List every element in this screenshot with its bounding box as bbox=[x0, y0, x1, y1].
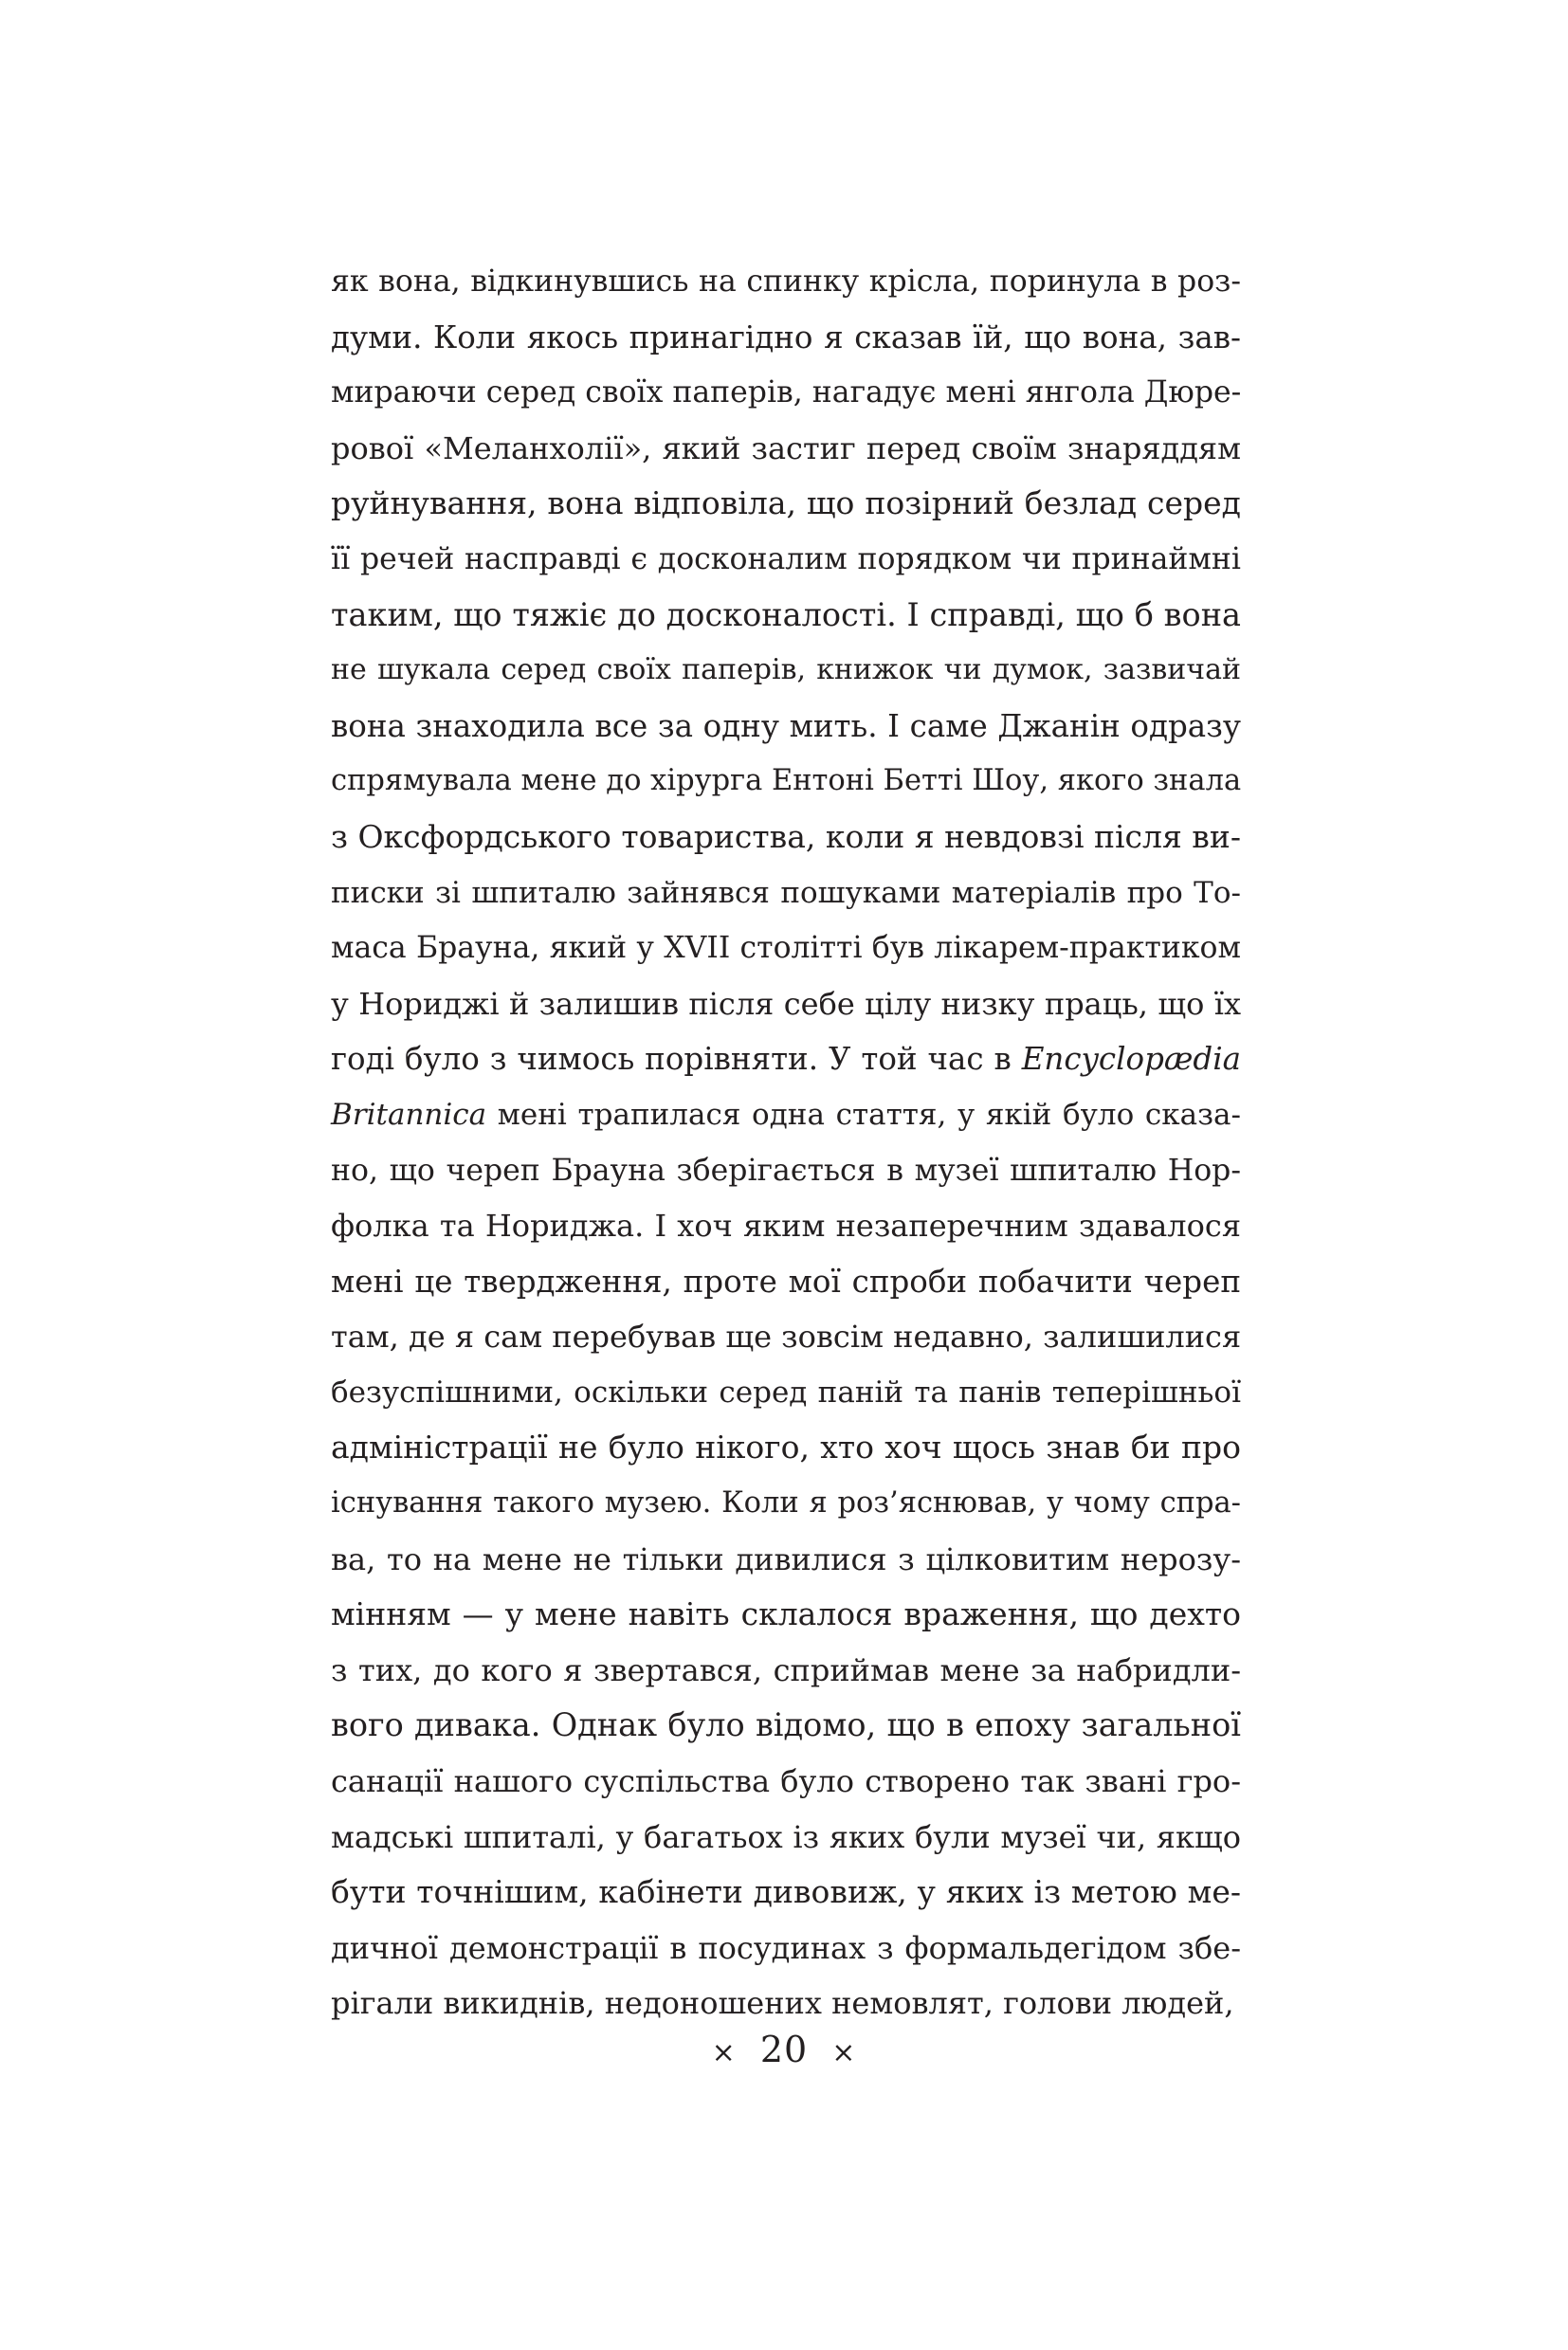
line-text: мінням — у мене навіть склалося враження, що дехто bbox=[331, 1595, 1241, 1633]
text-line bbox=[331, 865, 1241, 921]
text-line bbox=[331, 1643, 1241, 1699]
line-text: писки зі шпиталю зайнявся пошуками матеріалів про То- bbox=[331, 875, 1241, 910]
text-line bbox=[331, 920, 1241, 976]
line-text: мираючи серед своїх паперів, нагадує мені янгола Дюре- bbox=[331, 375, 1242, 410]
text-line bbox=[331, 1921, 1241, 1977]
text-line bbox=[331, 1087, 1241, 1143]
line-text: вона знаходила все за одну мить. І саме Джанін одразу bbox=[331, 707, 1241, 744]
line-text: мені трапилася одна стаття, у якій було сказа- bbox=[486, 1097, 1241, 1132]
line-text: безуспішними, оскільки серед паній та панів теперішньої bbox=[331, 1375, 1241, 1410]
line-text: бути точнішим, кабінети дивовиж, у яких із метою ме- bbox=[331, 1873, 1241, 1911]
text-line bbox=[331, 1309, 1241, 1365]
text-line bbox=[331, 1587, 1241, 1643]
folio-ornament-left: × bbox=[711, 2036, 737, 2069]
line-text: таким, що тяжіє до досконалості. І справді, що б вона bbox=[331, 595, 1241, 633]
line-text: з Оксфордського товариства, коли я невдовзі після ви- bbox=[331, 817, 1242, 855]
line-text: у Нориджі й залишив після себе цілу низку праць, що їх bbox=[331, 985, 1241, 1022]
text-line bbox=[331, 1420, 1241, 1476]
text-line bbox=[331, 1754, 1241, 1810]
line-text: санації нашого суспільства було створено так звані гро- bbox=[331, 1763, 1241, 1800]
line-text: з тих, до кого я звертався, сприймав мене за набридли- bbox=[331, 1651, 1241, 1688]
body-text bbox=[331, 254, 1241, 2031]
text-line bbox=[331, 1476, 1241, 1532]
line-text: но, що череп Брауна зберігається в музеї шпиталю Нор- bbox=[331, 1153, 1241, 1188]
page-footer bbox=[0, 2029, 1568, 2070]
line-text: думи. Коли якось принагідно я сказав їй, що вона, зав- bbox=[331, 319, 1241, 355]
folio-ornament-right: × bbox=[831, 2036, 857, 2069]
text-line bbox=[331, 699, 1241, 755]
text-line bbox=[331, 532, 1241, 588]
text-line bbox=[331, 1532, 1241, 1588]
line-text: ва, то на мене не тільки дивилися з цілковитим нерозу- bbox=[331, 1540, 1241, 1577]
line-text: не шукала серед своїх паперів, книжок чи думок, зазвичай bbox=[331, 653, 1241, 687]
text-line bbox=[331, 254, 1241, 310]
line-text: дичної демонстрації в посудинах з формальдегідом збе- bbox=[331, 1929, 1241, 1966]
line-text: як вона, відкинувшись на спинку крісла, поринула в роз- bbox=[331, 264, 1241, 299]
text-line bbox=[331, 1365, 1241, 1421]
line-text: годі було з чимось порівняти. У той час в bbox=[331, 1041, 1022, 1078]
text-line bbox=[331, 643, 1241, 699]
line-text: маса Брауна, який у XVII столітті був лікарем-практиком bbox=[331, 931, 1241, 966]
italic-title: Encyclopædia bbox=[1021, 1041, 1241, 1078]
text-line bbox=[331, 1198, 1241, 1254]
text-line bbox=[331, 588, 1241, 644]
text-line bbox=[331, 365, 1241, 421]
line-text: руйнування, вона відповіла, що позірний безлад серед bbox=[331, 484, 1241, 522]
text-line bbox=[331, 1810, 1241, 1866]
text-line bbox=[331, 1865, 1241, 1921]
line-text: її речей насправді є досконалим порядком чи принаймні bbox=[331, 541, 1241, 576]
line-text: рової «Меланхолії», який застиг перед своїм знаряддям bbox=[331, 429, 1241, 466]
line-text: спрямувала мене до хірурга Ентоні Бетті Шоу, якого знала bbox=[331, 764, 1242, 798]
text-line bbox=[331, 1254, 1241, 1310]
text-line bbox=[331, 754, 1241, 810]
line-text: вого дивака. Однак було відомо, що в епоху загальної bbox=[331, 1706, 1241, 1744]
line-text: адміністрації не було нікого, хто хоч щось знав би про bbox=[331, 1429, 1241, 1466]
text-line bbox=[331, 810, 1241, 865]
line-text: фолка та Нориджа. І хоч яким незаперечним здавалося bbox=[331, 1208, 1241, 1245]
line-text: існування такого музею. Коли я роз’яснював, у чому спра- bbox=[331, 1486, 1241, 1521]
italic-title: Britannica bbox=[331, 1097, 487, 1132]
line-text: мені це твердження, проте мої спроби побачити череп bbox=[331, 1263, 1241, 1300]
line-text: рігали викиднів, недоношених немовлят, голови людей, bbox=[331, 1985, 1234, 2022]
text-line bbox=[331, 421, 1241, 477]
text-line bbox=[331, 310, 1241, 366]
line-text: там, де я сам перебував ще зовсім недавно, залишилися bbox=[331, 1319, 1242, 1356]
text-line bbox=[331, 1698, 1241, 1754]
text-line bbox=[331, 1976, 1241, 2031]
text-line bbox=[331, 1143, 1241, 1199]
line-text: мадські шпиталі, у багатьох із яких були музеї чи, якщо bbox=[331, 1818, 1241, 1855]
text-line bbox=[331, 476, 1241, 532]
page-number: 20 bbox=[759, 2029, 809, 2070]
text-line bbox=[331, 976, 1241, 1032]
text-line bbox=[331, 1031, 1241, 1087]
